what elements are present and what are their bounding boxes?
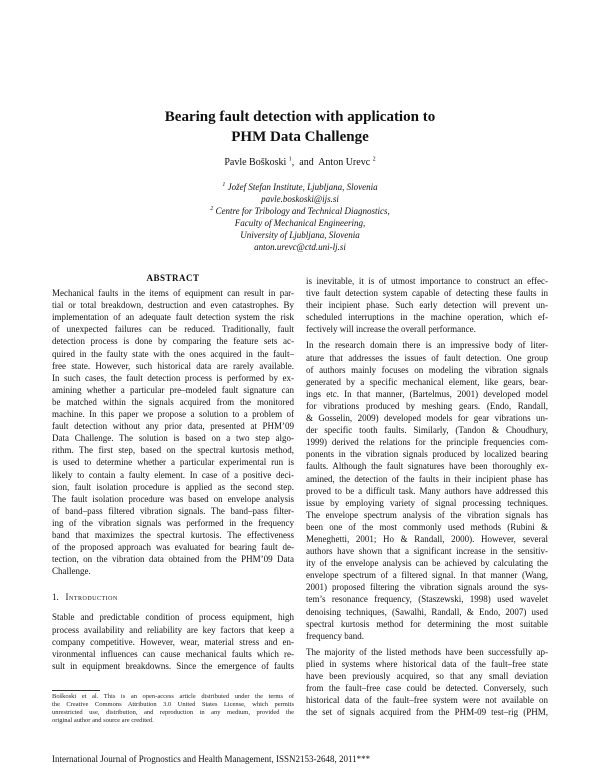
abstract-line: of unexpected failures can be reduced. Traditionally, fault	[52, 324, 294, 335]
body-line: plied in systems where historical data of the fault–free state	[306, 658, 548, 669]
section-heading-introduction	[52, 591, 294, 603]
intro-line: sult in equipment breakdowns. Since the emergence of faults	[52, 660, 294, 671]
abstract-line: sion, fault isolation procedure is applied as the second step.	[52, 481, 294, 492]
title-line-1: Bearing fault detection with application to	[164, 109, 436, 125]
body-line: 1999) derived the relations for the principle frequencies com-	[306, 437, 548, 448]
body-line: scheduled interruptions in the machine operation, which ef-	[306, 312, 548, 323]
abstract-line: is used to determine whether a particular experimental run is	[52, 457, 294, 468]
body-line: & Gosselin, 2009) developed models for gear vibrations un-	[306, 413, 548, 424]
body-line: ponents in the vibration signals produced by localized bearing	[306, 449, 548, 460]
body-line: The envelope spectrum analysis of the vibration signals has	[306, 509, 548, 520]
abstract-line: free state. However, such historical data are rarely available.	[52, 360, 294, 371]
body-line: Meneghetti, 2001; Ho & Randall, 2000). However, several	[306, 533, 548, 544]
body-line: is inevitable, it is of utmost importance to construct an effec-	[306, 276, 548, 286]
body-line: ity of the envelope analysis can be achieved by calculating the	[306, 558, 548, 569]
author-separator: and	[299, 157, 314, 168]
body-line: tive fault detection system capable of detecting these faults in	[306, 288, 548, 299]
abstract-line: Mechanical faults in the items of equipment can result in par-	[52, 288, 294, 299]
body-line: from the fault–free case could be detected. Conversely, such	[306, 683, 548, 694]
affiliation-line: $^1$ Jožef Stefan Institute, Ljubljana, Slovenia	[222, 182, 378, 192]
paragraph	[306, 339, 548, 641]
body-line: In the research domain there is an impressive body of liter-	[306, 340, 548, 351]
affiliation-email: anton.urevc@ctd.uni-lj.si	[254, 242, 346, 252]
body-line: The majority of the listed methods have been successfully ap-	[306, 646, 548, 657]
footnote-line: the Creative Commons Attribution 3.0 United States License, which permits	[52, 701, 294, 708]
abstract-line: amining whether a particular pre–modeled fault signature can	[52, 384, 294, 395]
section-number: 1.	[52, 592, 59, 603]
abstract-line: of band–pass filtered vibration signals. The band–pass filter-	[52, 505, 294, 516]
body-line: historical data of the fault–free system were not available on	[306, 695, 548, 706]
abstract-line: quired in the faulty state with the ones acquired in the fault–	[52, 348, 294, 359]
body-line: the set of signals acquired from the PHM-09 test–rig (PHM,	[306, 707, 548, 718]
introduction-body	[52, 611, 294, 671]
abstract-line: likely to contain a faulty element. In case of a positive deci-	[52, 469, 294, 480]
intro-line: vironmental influences can cause mechanical faults which re-	[52, 648, 294, 659]
body-line: ature that addresses the issues of fault detection. One group	[306, 352, 548, 363]
author-list: Pavle Boškoski $^1$, and Anton Urevc $^2$	[224, 156, 376, 168]
footnote-line: original author and source are credited.	[52, 717, 154, 724]
abstract-line: Data Challenge. The solution is based on a two step algo-	[52, 433, 294, 444]
abstract-line: rithm. The first step, based on the spectral kurtosis method,	[52, 445, 294, 456]
body-line: have been previously acquired, so that any small deviation	[306, 671, 548, 681]
affiliation-email: pavle.boskoski@ijs.si	[261, 194, 339, 204]
abstract-line: be matched within the signals acquired from the monitored	[52, 396, 294, 407]
author-affiliation-mark: 1	[288, 156, 292, 163]
author-affiliation-mark: 2	[372, 156, 376, 163]
right-column	[306, 275, 548, 718]
affiliation-line: University of Ljubljana, Slovenia	[240, 230, 360, 240]
body-line: tem’s resonance frequency, (Staszewski, 1998) used wavelet	[306, 594, 548, 605]
body-line: frequency band.	[306, 630, 364, 641]
body-line: denoising techniques, (Sawalhi, Randall, & Endo, 2007) used	[306, 606, 548, 617]
abstract-line: of the proposed approach was evaluated for bearing fault de-	[52, 542, 294, 553]
footnote-line: Boškoski et al. This is an open-access article distributed under the terms of	[52, 693, 294, 700]
intro-line: process availability and reliability are key factors that keep a	[52, 624, 294, 635]
body-line: their incipient phase. Such early detection will prevent un-	[306, 300, 548, 311]
body-line: generated by a specific mechanical element, like gears, bear-	[306, 376, 548, 387]
body-line: faults. Although the fault signatures have been thoroughly ex-	[306, 461, 548, 472]
abstract-line: The fault isolation procedure was based on envelope analysis	[52, 493, 294, 504]
body-line: been one of the most commonly used methods (Rubini &	[306, 521, 548, 532]
affiliation-line: Faculty of Mechanical Engineering,	[234, 218, 366, 228]
body-line: amined, the detection of the faults in their incipient phase has	[306, 473, 548, 484]
abstract-line: tection, on the vibration data obtained from the PHM’09 Data	[52, 554, 294, 565]
body-line: fectively will increase the overall performance.	[306, 324, 476, 335]
body-line: proved to be a difficult task. Many authors have addressed this	[306, 485, 548, 496]
abstract-line: ing of the vibration signals was performed in the frequency	[52, 517, 294, 528]
section-title: Introduction	[65, 592, 118, 603]
body-line: spectral kurtosis method for determining the most suitable	[306, 618, 548, 629]
body-line: der specific tooth faults. Similarly, (Tandon & Choudhury,	[306, 425, 548, 436]
body-line: authors have shown that a significant increase in the sensitiv-	[306, 546, 548, 557]
left-column	[52, 272, 294, 672]
paragraph	[306, 646, 548, 719]
author-name: Anton Urevc	[318, 157, 371, 168]
body-line: ings etc. In that manner, (Bartelmus, 2001) developed model	[306, 388, 548, 399]
affiliation-line: $^2$ Centre for Tribology and Technical Diagnostics,	[210, 206, 390, 216]
abstract-line: fault detection without any prior data, presented at PHM’09	[52, 421, 294, 432]
journal-footer: International Journal of Prognostics and Health Management, ISSN2153-2648, 2011***	[52, 754, 371, 764]
abstract-line: In such cases, the fault detection process is performed by ex-	[52, 372, 294, 383]
body-line: of authors mainly focuses on modeling the vibration signals	[306, 364, 548, 375]
footnote-line: unrestricted use, distribution, and reproduction in any medium, provided the	[52, 709, 294, 716]
abstract-line: machine. In this paper we propose a solution to a problem of	[52, 409, 294, 420]
abstract-line: tial or total breakdown, destruction and even catastrophes. By	[52, 300, 294, 311]
body-line: 2001) proposed filtering the vibration signals around the sys-	[306, 582, 548, 593]
intro-line: Stable and predictable condition of process equipment, high	[52, 612, 294, 623]
abstract-body	[52, 287, 294, 577]
title-line-2: PHM Data Challenge	[231, 129, 369, 145]
body-line: issue by employing variety of signal processing techniques.	[306, 497, 548, 508]
license-footnote	[52, 693, 294, 725]
abstract-line: band that maximizes the spectral kurtosis. The effectiveness	[52, 529, 294, 540]
affiliations	[0, 181, 600, 253]
abstract-heading: ABSTRACT	[146, 273, 200, 283]
paper-title	[0, 107, 600, 147]
abstract-line: Challenge.	[52, 566, 91, 577]
abstract-line: detection process is done by comparing the feature sets ac-	[52, 336, 294, 347]
paragraph	[306, 275, 548, 335]
author-name: Pavle Boškoski	[224, 157, 287, 168]
footnote-divider	[52, 690, 100, 691]
abstract-line: implementation of an adequate fault detection system the risk	[52, 312, 294, 323]
intro-line: company competitive. However, wear, material stress and en-	[52, 636, 294, 647]
body-line: envelope spectrum of a filtered signal. In that manner (Wang,	[306, 570, 548, 581]
body-line: for vibrations produced by meshing gears. (Endo, Randall,	[306, 400, 548, 411]
